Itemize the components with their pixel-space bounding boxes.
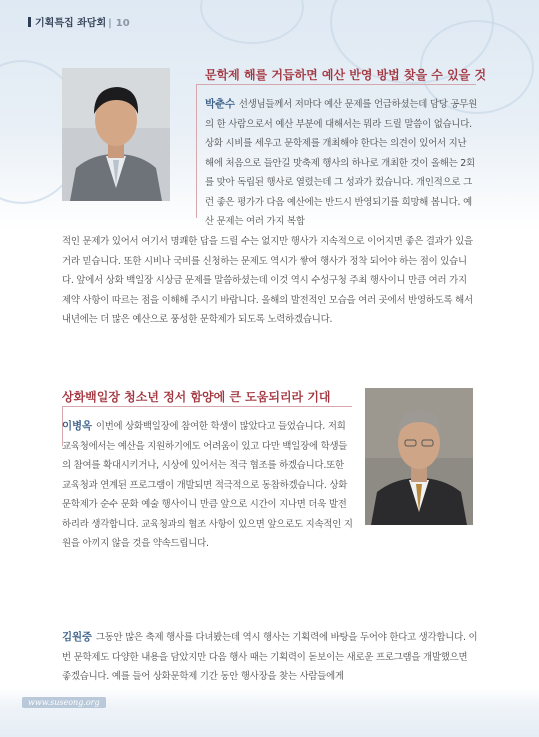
portrait-photo-2	[365, 388, 473, 525]
background-bottom	[0, 688, 539, 737]
paragraph-1a	[205, 95, 477, 232]
portrait-image-2	[365, 388, 473, 525]
paragraph-text-1b: 적인 문제가 있어서 여기서 명쾌한 답을 드릴 수는 없지만 행사가 지속적으로 이어지면 좋은 결과가 있을 거라 믿습니다. 또한 시비나 국비를 신청하는 문제도 역시가 쌓여 행사가 정착 되어야 하는 점이 있습니다. 앞에서 상화 백일장 시상금 문제를 말씀하셨는데 이것 역시 수성구청 주최 행사이니 만큼 여러 가지 제약 사항이 따르는 점을 이해해 주시기 바랍니다. 올해의 발전적인 모습을 여러 곳에서 반영하도록 해서 내년에는 더 많은 예산으로 풍성한 문학제가 되도록 노력하겠습니다.	[62, 236, 473, 325]
title-underline-1	[196, 84, 476, 85]
speaker-name-1: 박춘수	[205, 98, 235, 110]
paragraph-text-1a: 선생님들께서 저마다 예산 문제를 언급하셨는데 담당 공무원의 한 사람으로서 예산 부분에 대해서는 뭐라 드릴 말씀이 없습니다. 상화 시비를 세우고 문학제를 개최해야 한다는 의견이 있어서 지난 해에 처음으로 들안길 맛축제 행사의 하나로 개최한 것이 올해는 2회를 맞아 독립된 행사로 열렸는데 그 성과가 컸습니다. 개인적으로 그런 좋은 평가가 다음 예산에는 반드시 반영되기를 희망해 봅니다. 예산 문제는 여러 가지 복합	[205, 99, 477, 227]
section-title-2: 상화백일장 청소년 정서 함양에 큰 도움되리라 기대	[62, 390, 331, 404]
paragraph-2	[62, 417, 354, 554]
portrait-image-1	[62, 68, 170, 201]
header-separator: |	[108, 18, 112, 29]
speaker-name-3: 김원중	[62, 631, 92, 643]
paragraph-1b	[62, 232, 478, 330]
page-header	[28, 14, 130, 29]
page-number: 10	[115, 18, 130, 29]
portrait-photo-1	[62, 68, 170, 201]
paragraph-text-3: 그동안 많은 축제 행사를 다녀봤는데 역시 행사는 기획력에 바탕을 두어야 한다고 생각합니다. 이번 문학제도 다양한 내용을 담았지만 다음 행사 때는 기획력이 돋보이는 새로운 프로그램을 개발했으면 좋겠습니다. 예를 들어 상화문학제 기간 동안 행사장을 찾는 사람들에게	[62, 632, 478, 682]
section-title-1: 문학제 해를 거듭하면 예산 반영 방법 찾을 수 있을 것	[205, 68, 487, 82]
title-sideline-1	[196, 84, 197, 218]
header-section: 기획특집 좌담회	[35, 18, 107, 29]
title-underline-2	[62, 406, 352, 407]
header-bar	[28, 17, 31, 27]
speaker-name-2: 이병옥	[62, 420, 92, 432]
paragraph-text-2: 이번에 상화백일장에 참여한 학생이 많았다고 들었습니다. 저희 교육청에서는 예산을 지원하기에도 어려움이 있고 다만 백일장에 학생들의 참여를 확대시키거나, 시상에 있어서는 적극 협조를 하겠습니다.또한 교육청과 연계된 프로그램이 개발되면 적극적으로 동참하겠습니다. 상화문학제가 순수 문화 예술 행사이니 만큼 앞으로 시간이 지나면 더욱 발전하리라 생각합니다. 교육청과의 협조 사항이 있으면 앞으로도 지속적인 지원을 아끼지 않을 것을 약속드립니다.	[62, 421, 353, 549]
paragraph-3	[62, 628, 478, 687]
footer-url: www.suseong.org	[22, 697, 106, 708]
